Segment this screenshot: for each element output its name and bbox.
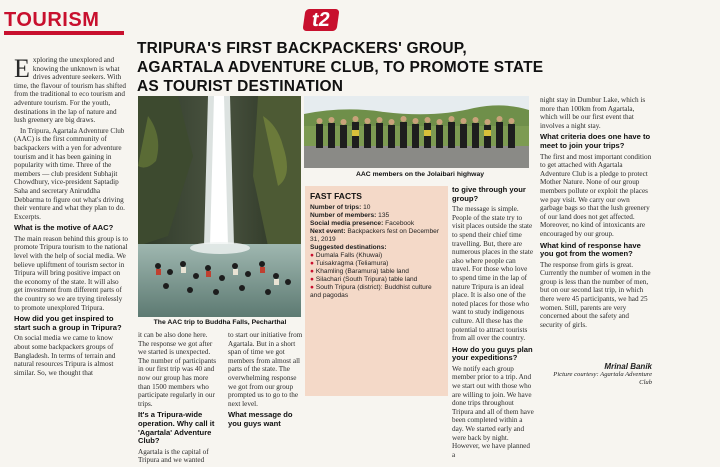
photo-caption: The AAC trip to Buddha Falls, Pecharthal xyxy=(153,319,287,326)
destination-item: ● Khamling (Baramura) table land xyxy=(310,268,409,275)
fact-next-event: Next event: Backpackers fest on December 31, 2019 xyxy=(310,228,440,243)
answer-paragraph: The response from girls is great. Currently the number of women in the group is less than the number of men, but on our second last trip, in which there were 45 participants, we had 25 women. Still, parents are very concerned about the safety and security of girls. xyxy=(540,260,651,329)
question-heading: How do you guys plan your expeditions? xyxy=(452,344,533,363)
fact-members: Number of members: 135 xyxy=(310,212,390,219)
destination-item: ● Dumala Falls (Khuwai) xyxy=(310,252,383,259)
fast-facts-box xyxy=(305,186,448,396)
bullet-icon: ● xyxy=(310,260,314,267)
answer-paragraph: night stay in Dumbur Lake, which is more than 100km from Agartala, which will be our first event that involves a night stay. xyxy=(540,96,646,130)
question-heading: What kind of response have you got from the women? xyxy=(540,240,641,259)
article-column-bottom-2 xyxy=(228,331,306,431)
bullet-icon: ● xyxy=(310,276,314,283)
photo-caption: AAC members on the Jolaibari highway xyxy=(355,171,485,178)
answer-paragraph: The first and most important condition to get attached with Agartala Adventure Club is a pledge to protect Mother Nature. None of our group members pollute or exploit the places we pay visit. We carry our own garbage bags so that the lush greenery of our land does not get affected. Moreover, no kind of intoxicants are encouraged by our group. xyxy=(540,152,652,238)
group-illustration xyxy=(304,96,529,168)
author-name: Mrinal Banik xyxy=(604,362,652,371)
question-heading: to give through your group? xyxy=(452,185,526,203)
answer-paragraph: Agartala is the capital of Tripura and we wanted xyxy=(138,447,209,465)
article-column-bottom-1 xyxy=(138,331,218,467)
intro-paragraph-2: In Tripura, Agartala Adventure Club (AAC) is the first community of backpackers with a yen for adventure tourism and it has been gaining in popularity with time. Three of the members — club president Subhajit Chowdhury, vice-president Saptadip Saha and secretary Aniruddha Debbarma to figure out what's driving their venture and what they plan to do. Excerpts. xyxy=(14,126,125,221)
group-photo xyxy=(304,96,529,168)
answer-paragraph: The message is simple. People of the state try to visit places outside the state to spend their chief time travelling. But, there are numerous places in the state also where people can travel. For those who love to spend time in the lap of nature Tripura is an ideal place. It is also one of the noted places for those who want to study indigenous culture. All these has the potential to attract tourists from all over the country. xyxy=(452,205,534,343)
question-heading: What is the motive of AAC? xyxy=(14,223,114,233)
bullet-icon: ● xyxy=(310,284,314,291)
question-heading: What criteria does one have to meet to join your trips? xyxy=(540,132,651,150)
intro-paragraph-1: xploring the unexplored and knowing the unknown is what drives adventure seekers. With time, the flavour of tourism has shifted from the traditional to eco tourism and adventure tourism. For the youth, destinations in the lap of nature and lush greenery are big draws. xyxy=(14,56,126,125)
answer-paragraph: it can be also done here. The response we got after we started is unexpected. The number of participants in our first trip was 40 and now our group has more than 1500 members who participate regularly in our trips. xyxy=(138,331,217,408)
article-column-mid xyxy=(452,186,534,461)
waterfall-illustration xyxy=(138,96,301,317)
article-column-right xyxy=(540,96,652,331)
destination-item: ● Silachari (South Tripura) table land xyxy=(310,276,418,283)
destination-item: ● Tuisakragma (Teliamura) xyxy=(310,260,389,267)
publication-logo: t2 xyxy=(302,9,339,31)
question-heading: What message do you guys want xyxy=(228,410,293,428)
byline xyxy=(540,362,652,387)
answer-paragraph: The main reason behind this group is to promote Tripura tourism to the national level with the help of social media. We believe upliftment of tourism sector in Tripura will bring positive impact on the economy of the state. It will also get investment from different parts of the country so we are trying tirelessly to promote unexplored Tripura. xyxy=(14,234,128,312)
article-headline: TRIPURA'S FIRST BACKPACKERS' GROUP, AGARTALA ADVENTURE CLUB, TO PROMOTE STATE AS TOURIST DESTINATION xyxy=(137,40,544,95)
answer-paragraph: to start our initiative from Agartala. But in a short span of time we got members from almost all parts of the state. The overwhelming response we got from our group prompted us to go to the next level. xyxy=(228,331,303,408)
bullet-icon: ● xyxy=(310,252,314,259)
fact-social: Social media presence: Facebook xyxy=(310,220,415,227)
question-heading: It's a Tripura-wide operation. Why call it 'Agartala' Adventure Club? xyxy=(138,410,215,446)
destination-item: ● South Tripura (district): Buddhist culture and pagodas xyxy=(310,284,432,299)
article-column-1 xyxy=(14,56,129,379)
bullet-icon: ● xyxy=(310,268,314,275)
fact-destinations-label: Suggested destinations: xyxy=(310,244,387,251)
photo-credit: Picture courtesy: Agartala Adventure Club xyxy=(553,371,652,386)
drop-cap: E xyxy=(14,54,30,83)
section-underline xyxy=(4,31,124,35)
answer-paragraph: On social media we came to know about some backpackers groups of Bangladesh. In terms of terrain and natural resources Tripura is almost similar. So, we thought that xyxy=(14,334,116,377)
fact-trips: Number of trips: 10 xyxy=(310,204,371,211)
question-heading: How did you get inspired to start such a group in Tripura? xyxy=(14,314,122,332)
answer-paragraph: We notify each group member prior to a trip. And we start out with those who are willing to join. We have done trips throughout Tripura and all of them have been completed within a day. We started early and were back by night. However, we have planned a xyxy=(452,364,534,459)
fast-facts-title: FAST FACTS xyxy=(310,191,362,201)
section-title: TOURISM xyxy=(4,9,100,31)
section-label xyxy=(4,9,124,35)
waterfall-photo xyxy=(138,96,301,317)
